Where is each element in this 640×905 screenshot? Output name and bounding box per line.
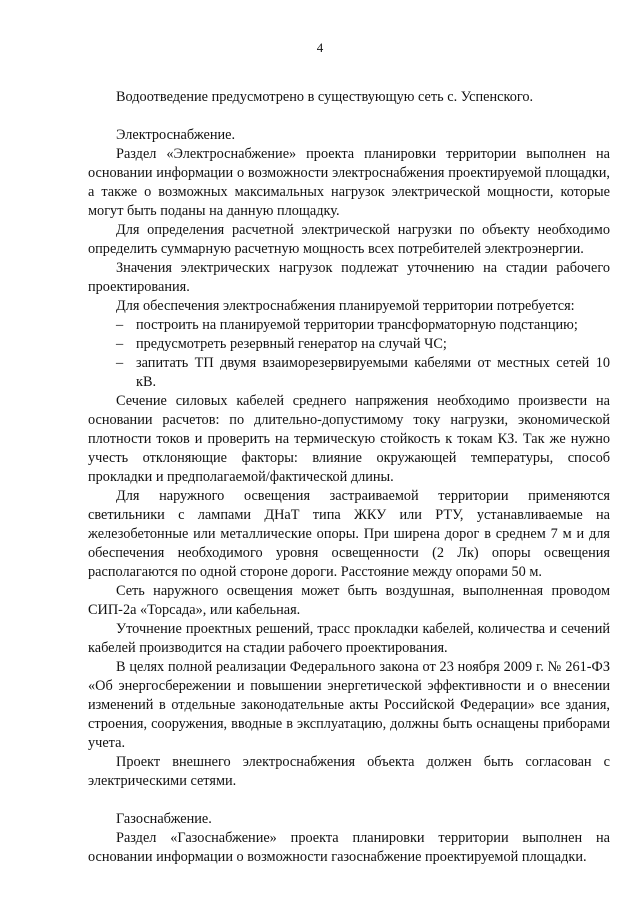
list-item-text: построить на планируемой территории трансформаторную подстанцию;: [136, 317, 578, 333]
electricity-paragraph: Для определения расчетной электрической нагрузки по объекту необходимо определить суммарную расчетную мощность всех потребителей электроэнергии.: [88, 222, 610, 257]
electricity-paragraph: Сечение силовых кабелей среднего напряжения необходимо произвести на основании расчетов: по длительно-допустимому току нагрузки, экономической плотности токов и проверить на термическую стойкость к токам КЗ. Так же нужно учесть отклоняющие факторы: влияние окружающей температуры, способ прокладки и предполагаемой/фактической длины.: [88, 393, 610, 485]
list-item-text: запитать ТП двумя взаиморезервируемыми кабелями от местных сетей 10 кВ.: [136, 355, 610, 390]
dash-marker: –: [116, 317, 124, 333]
electricity-paragraph: В целях полной реализации Федерального закона от 23 ноября 2009 г. № 261-ФЗ «Об энергосбережении и повышении энергетической эффективности и о внесении изменений в отдельные законодательные акты Российской Федерации» все здания, строения, сооружения, вводные в эксплуатацию, должны быть оснащены приборами учета.: [88, 659, 610, 751]
water-disposal-paragraph: Водоотведение предусмотрено в существующую сеть с. Успенского.: [116, 89, 534, 105]
electricity-paragraph: Значения электрических нагрузок подлежат уточнению на стадии рабочего проектирования.: [88, 260, 610, 295]
list-item: [88, 335, 610, 354]
page-content: [88, 88, 610, 867]
requirements-list: [88, 316, 610, 392]
section-gap: [88, 791, 610, 810]
dash-marker: –: [116, 336, 124, 352]
list-item: [88, 354, 610, 392]
section-gap: [88, 107, 610, 126]
gas-paragraph: Раздел «Газоснабжение» проекта планировки территории выполнен на основании информации о возможности газоснабжение проектируемой площадки.: [88, 830, 610, 865]
electricity-paragraph: Раздел «Электроснабжение» проекта планировки территории выполнен на основании информации о возможности электроснабжения проектируемой площадки, а также о возможных максимальных нагрузок электрической мощности, которые могут быть поданы на данную площадку.: [88, 146, 610, 219]
list-item: [88, 316, 610, 335]
electricity-paragraph: Для наружного освещения застраиваемой территории применяются светильники с лампами ДНаТ типа ЖКУ или РТУ, устанавливаемые на железобетонные или металлические опоры. При ширена дорог в среднем 7 м и для обеспечения необходимого уровня освещенности (2 Лк) опоры освещения располагаются по одной стороне дороги. Расстояние между опорами 50 м.: [88, 488, 610, 580]
electricity-paragraph: Уточнение проектных решений, трасс прокладки кабелей, количества и сечений кабелей производится на стадии рабочего проектирования.: [88, 621, 610, 656]
electricity-paragraph: Для обеспечения электроснабжения планируемой территории потребуется:: [116, 298, 575, 314]
page-number: 4: [316, 40, 324, 55]
electricity-heading: Электроснабжение.: [116, 127, 236, 143]
dash-marker: –: [116, 355, 124, 371]
electricity-paragraph: Проект внешнего электроснабжения объекта должен быть согласован с электрическими сетями.: [88, 754, 610, 789]
electricity-paragraph: Сеть наружного освещения может быть воздушная, выполненная проводом СИП-2а «Торсада», или кабельная.: [88, 583, 610, 618]
list-item-text: предусмотреть резервный генератор на случай ЧС;: [136, 336, 447, 352]
gas-heading: Газоснабжение.: [116, 811, 212, 827]
